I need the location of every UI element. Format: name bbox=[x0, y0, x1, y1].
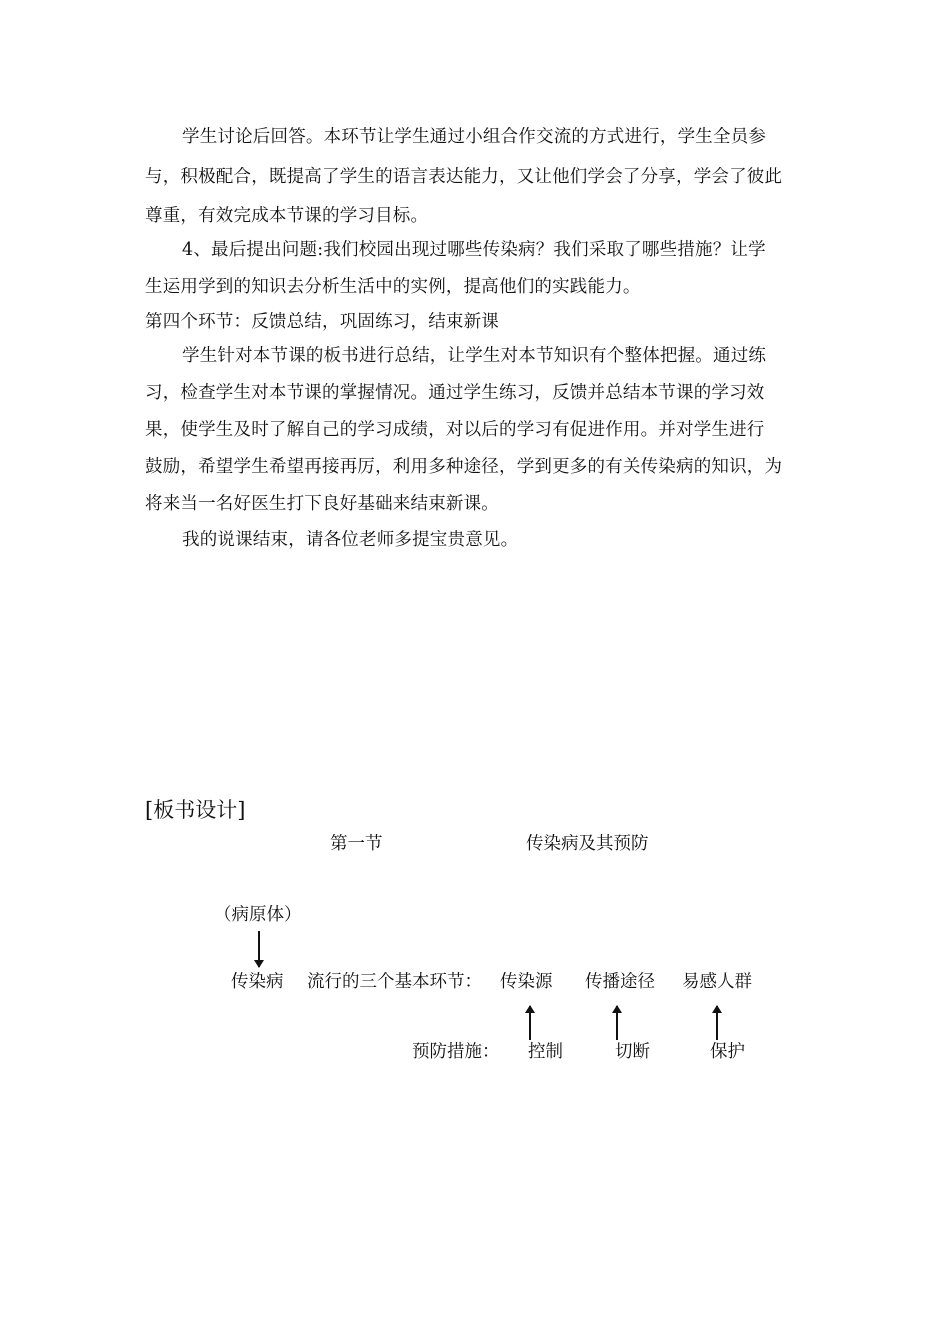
paragraph-line: 习，检查学生对本节课的掌握情况。通过学生练习，反馈并总结本节课的学习效 bbox=[145, 383, 765, 403]
pathogen-label: （病原体） bbox=[214, 905, 302, 925]
paragraph-line: 与，积极配合，既提高了学生的语言表达能力，又让他们学会了分享，学会了彼此 bbox=[145, 167, 783, 187]
paragraph-line: 生运用学到的知识去分析生活中的实例，提高他们的实践能力。 bbox=[145, 277, 641, 297]
paragraph-line: 我的说课结束，请各位老师多提宝贵意见。 bbox=[182, 530, 519, 550]
arrow-up-icon bbox=[716, 1006, 718, 1040]
link-transmission-route: 传播途径 bbox=[585, 972, 655, 992]
paragraph-line: 学生针对本节课的板书进行总结，让学生对本节知识有个整体把握。通过练 bbox=[182, 346, 767, 366]
measure-cut-off: 切断 bbox=[615, 1042, 650, 1062]
section-heading: 第四个环节：反馈总结，巩固练习，结束新课 bbox=[145, 312, 499, 332]
arrow-down-icon bbox=[258, 931, 260, 967]
disease-label: 传染病 bbox=[231, 972, 284, 992]
measure-protect: 保护 bbox=[710, 1042, 745, 1062]
prevention-label: 预防措施： bbox=[412, 1042, 500, 1062]
measure-control: 控制 bbox=[528, 1042, 563, 1062]
board-section-label: 第一节 bbox=[330, 834, 383, 854]
board-design-heading: [板书设计] bbox=[145, 798, 246, 822]
board-title: 传染病及其预防 bbox=[526, 834, 649, 854]
paragraph-line: 果，使学生及时了解自己的学习成绩，对以后的学习有促进作用。并对学生进行 bbox=[145, 420, 765, 440]
paragraph-line: 鼓励，希望学生希望再接再厉，利用多种途径，学到更多的有关传染病的知识，为 bbox=[145, 457, 783, 477]
link-susceptible-population: 易感人群 bbox=[682, 972, 752, 992]
arrow-up-icon bbox=[616, 1006, 618, 1040]
arrow-up-icon bbox=[529, 1006, 531, 1040]
three-links-label: 流行的三个基本环节： bbox=[307, 972, 482, 992]
link-infection-source: 传染源 bbox=[500, 972, 553, 992]
paragraph-line: 4、最后提出问题:我们校园出现过哪些传染病？我们采取了哪些措施？让学 bbox=[182, 240, 766, 260]
paragraph-line: 尊重，有效完成本节课的学习目标。 bbox=[145, 206, 429, 226]
paragraph-line: 学生讨论后回答。本环节让学生通过小组合作交流的方式进行，学生全员参 bbox=[182, 127, 767, 147]
paragraph-line: 将来当一名好医生打下良好基础来结束新课。 bbox=[145, 494, 499, 514]
